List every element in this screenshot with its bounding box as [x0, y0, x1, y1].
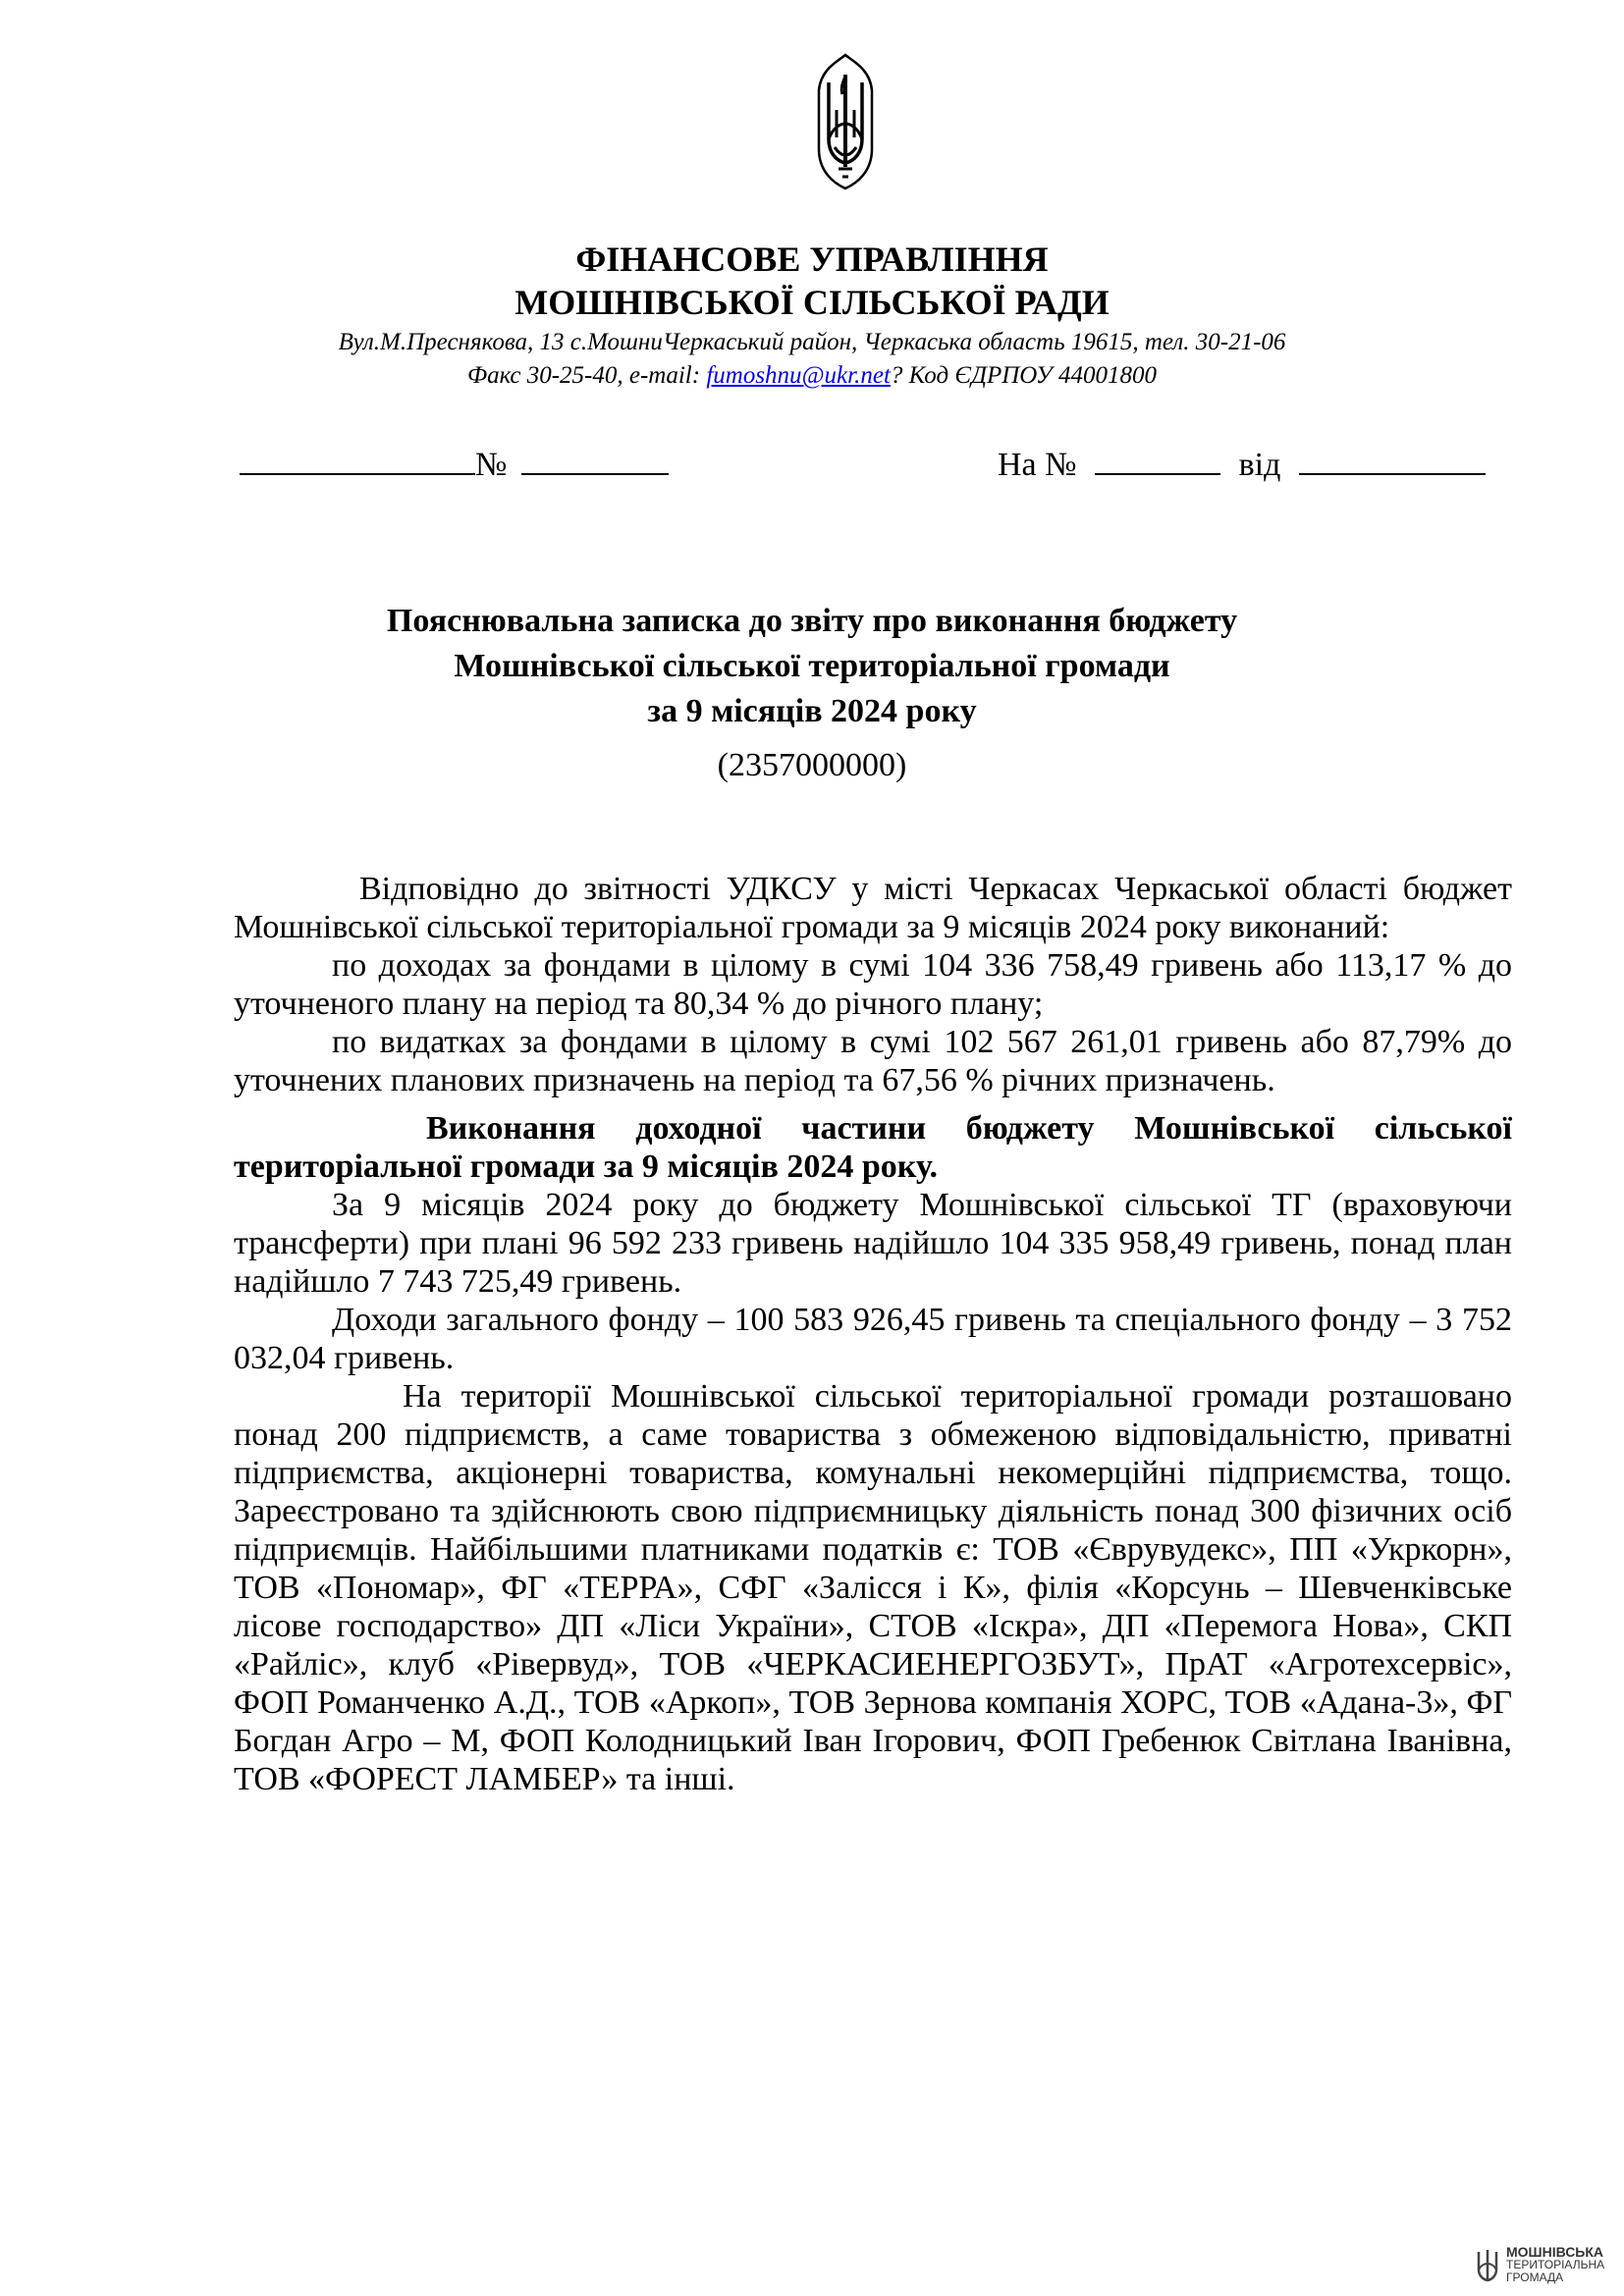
paragraph-funds: Доходи загального фонду – 100 583 926,45 гривень та спеціального фонду – 3 752 032,04 гривень. — [234, 1302, 1512, 1376]
tryzub-emblem-icon — [815, 51, 876, 192]
org-name-line2: МОШНІВСЬКОЇ СІЛЬСЬКОЇ РАДИ — [514, 283, 1110, 322]
tryzub-icon — [1475, 2248, 1500, 2283]
paragraph-expenses: по видатках за фондами в цілому в сумі 102 567 261,01 гривень або 87,79% до уточнених планових призначень на період та 67,56 % річних призначень. — [234, 1024, 1512, 1098]
watermark-line3: ГРОМАДА — [1506, 2270, 1564, 2284]
fax-prefix: Факс 30-25-40, e-mail: — [467, 362, 707, 389]
outgoing-registry — [240, 444, 669, 485]
watermark-line1: МОШНІВСЬКА — [1506, 2244, 1604, 2260]
community-watermark — [1475, 2246, 1618, 2287]
doc-title-line3: за 9 місяців 2024 року — [647, 693, 977, 729]
doc-title-line1: Пояснювальна записка до звіту про виконання бюджету — [386, 603, 1238, 639]
incoming-registry — [998, 444, 1486, 485]
section-title: Виконання доходної частини бюджету Мошнівської сільської територіальної громади за 9 місяців 2024 року. — [234, 1110, 1512, 1185]
outgoing-date-line — [240, 444, 475, 475]
paragraph-income: по доходах за фондами в цілому в сумі 104 336 758,49 гривень або 113,17 % до уточненого плану на період та 80,34 % до річного плану; — [234, 947, 1512, 1022]
email-link[interactable]: fumoshnu@ukr.net — [706, 362, 891, 389]
watermark-line2: ТЕРИТОРІАЛЬНА — [1506, 2258, 1605, 2271]
org-name-line1: ФІНАНСОВЕ УПРАВЛІННЯ — [575, 240, 1049, 279]
budget-code: (2357000000) — [717, 747, 907, 783]
paragraph-enterprises: На території Мошнівської сільської територіальної громади розташовано понад 200 підприємств, а саме товариства з обмеженою відповідальністю, приватні підприємства, акціонерні товариства, комунальні некомерційні підприємства, тощо. Зареєстровано та здійснюють свою підприємницьку діяльність понад 300 фізичних осіб підприємців. Найбільшими платниками податків є: ТОВ «Єврувудекс», ПП «Укркорн», ТОВ «Пономар», ФГ «ТЕРРА», СФГ «Залісся і К», філія «Корсунь – Шевченківське лісове господарство» ДП «Ліси України», СТОВ «Іскра», ДП «Перемога Нова», СКП «Райліс», клуб «Рівервуд», ТОВ «ЧЕРКАСИЕНЕРГОЗБУТ», ПрАТ «Агротехсервіс», ФОП Романченко А.Д., ТОВ «Аркоп», ТОВ Зернова компанія ХОРС, ТОВ «Адана-3», ФГ Богдан Агро – М, ФОП Колодницький Іван Ігорович, ФОП Гребенюк Світлана Іванівна, ТОВ «ФОРЕСТ ЛАМБЕР» та інші. — [234, 1378, 1512, 1797]
doc-title-line2: Мошнівської сільської територіальної громади — [454, 648, 1170, 684]
org-contacts — [0, 359, 1624, 393]
paragraph-intro: Відповідно до звітності УДКСУ у місті Черкасах Черкаської області бюджет Мошнівської сільської територіальної громади за 9 місяців 2024 року виконаний: — [234, 871, 1512, 945]
incoming-date-line — [1299, 444, 1486, 475]
org-address: Вул.М.Преснякова, 13 с.МошниЧеркаський район, Черкаська область 19615, тел. 30-21-06 — [338, 329, 1286, 355]
fax-suffix: ? Код ЄДРПОУ 44001800 — [890, 362, 1157, 389]
from-label: від — [1238, 447, 1281, 483]
incoming-number-line — [1095, 444, 1220, 475]
paragraph-revenue: За 9 місяців 2024 року до бюджету Мошнівської сільської ТГ (враховуючи трансферти) при плані 96 592 233 гривень надійшло 104 335 958,49 гривень, понад план надійшло 7 743 725,49 гривень. — [234, 1187, 1512, 1300]
document-body — [234, 870, 1512, 1798]
outgoing-number-line — [521, 444, 669, 475]
number-label: № — [475, 447, 508, 483]
on-number-label: На № — [998, 447, 1077, 483]
